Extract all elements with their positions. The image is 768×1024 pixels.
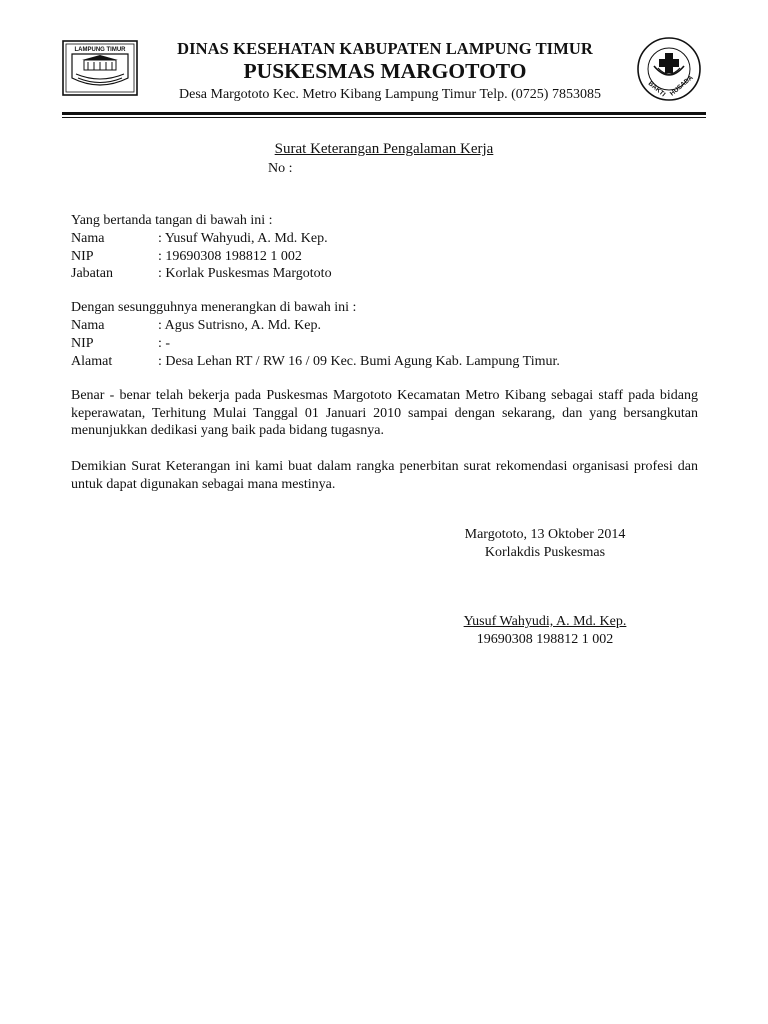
bakti-husada-logo (636, 36, 702, 102)
svg-text:BAKTI: BAKTI (646, 80, 667, 99)
subject-name-value: : Agus Sutrisno, A. Md. Kep. (158, 318, 321, 333)
subject-nip-label: NIP (71, 336, 94, 351)
header-institution: PUSKESMAS MARGOTOTO (243, 59, 527, 83)
letter-number: No : (268, 161, 293, 176)
signature-position: Korlakdis Puskesmas (484, 545, 606, 560)
subject-nip-value: : - (158, 336, 171, 351)
closing-paragraph: Demikian Surat Keterangan ini kami buat dalam rangka penerbitan surat rekomendasi organisasi profesi dan untuk dapat digunakan sebagai mana mestinya. (71, 459, 698, 492)
subject-address-label: Alamat (71, 354, 113, 369)
signer-nip-value: : 19690308 198812 1 002 (158, 249, 302, 264)
body-paragraph: Benar - benar telah bekerja pada Puskesmas Margototo Kecamatan Metro Kibang sebagai staff pada bidang keperawatan, Terhitung Mulai Tanggal 01 Januari 2010 sampai dengan sekarang, dan yang bersangkutan menunjukkan dedikasi yang baik pada bidang tugasnya. (71, 388, 698, 438)
subject-name-label: Nama (71, 318, 105, 333)
header-address: Desa Margototo Kec. Metro Kibang Lampung Timur Telp. (0725) 7853085 (179, 87, 601, 102)
header-divider-thick (62, 112, 706, 115)
signature-place-date: Margototo, 13 Oktober 2014 (464, 527, 626, 542)
signer-position-value: : Korlak Puskesmas Margototo (158, 266, 332, 281)
signer-name-label: Nama (71, 231, 105, 246)
letter-title: Surat Keterangan Pengalaman Kerja (274, 141, 494, 157)
signature-nip: 19690308 198812 1 002 (476, 632, 614, 647)
signer-name-value: : Yusuf Wahyudi, A. Md. Kep. (158, 231, 328, 246)
lampung-timur-logo (62, 40, 138, 96)
header-office: DINAS KESEHATAN KABUPATEN LAMPUNG TIMUR (177, 39, 593, 58)
signature-name: Yusuf Wahyudi, A. Md. Kep. (463, 614, 627, 629)
header-divider-thin (62, 117, 706, 118)
signer-intro: Yang bertanda tangan di bawah ini : (71, 213, 273, 228)
svg-text:HUSADA: HUSADA (668, 74, 695, 98)
subject-intro: Dengan sesungguhnya menerangkan di bawah ini : (71, 300, 357, 315)
signer-position-label: Jabatan (71, 266, 113, 281)
signer-nip-label: NIP (71, 249, 94, 264)
svg-text:LAMPUNG TIMUR: LAMPUNG TIMUR (74, 47, 126, 53)
subject-address-value: : Desa Lehan RT / RW 16 / 09 Kec. Bumi Agung Kab. Lampung Timur. (158, 354, 560, 369)
